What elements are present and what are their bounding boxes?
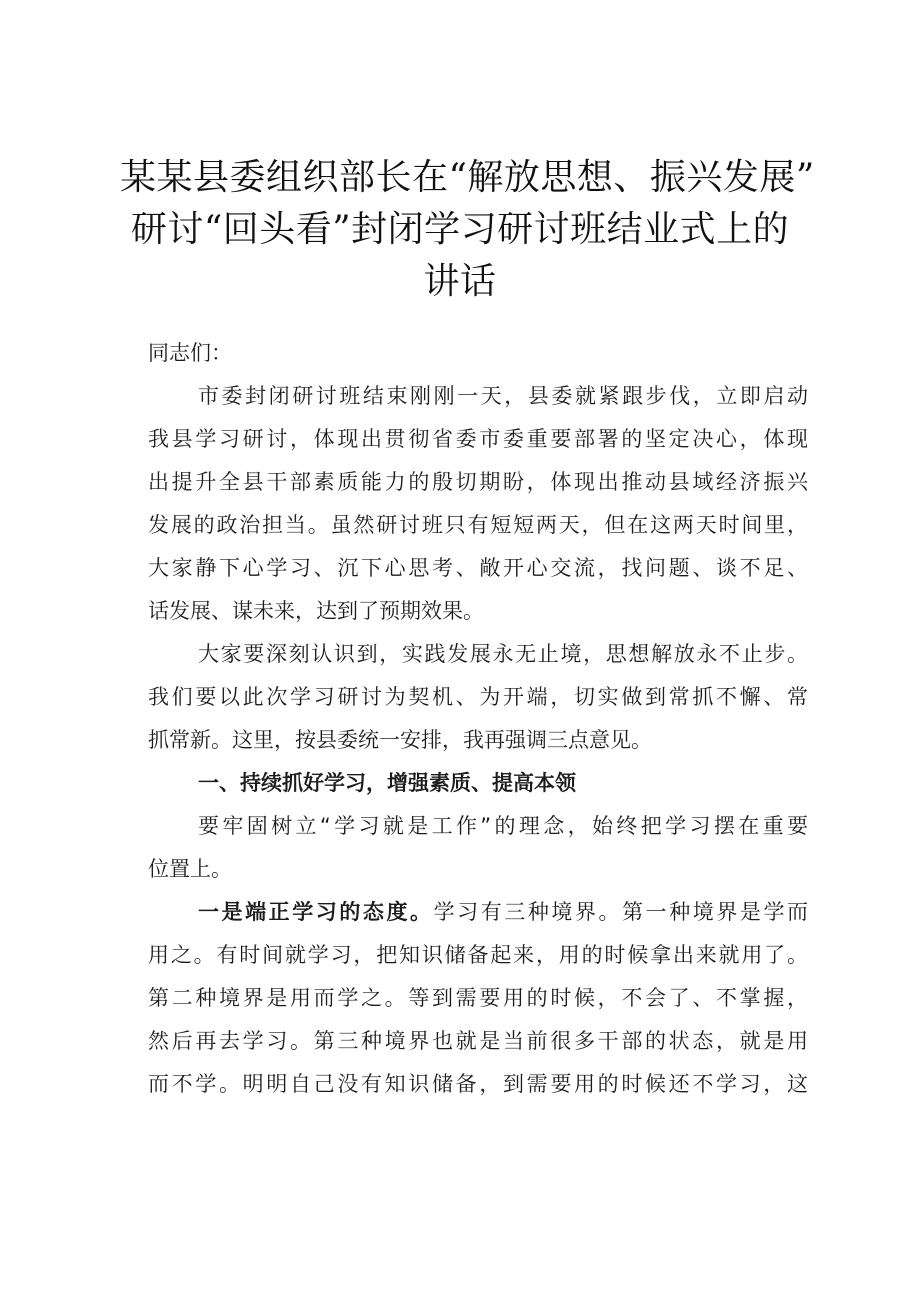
paragraph-line: 用之。有时间就学习，把知识储备起来，用的时候拿出来就用了。 <box>148 943 808 967</box>
paragraph-line: 要牢固树立“学习就是工作”的理念，始终把学习摆在重要 <box>198 814 808 838</box>
title-line-1: 某某县委组织部长在“解放思想、振兴发展” <box>120 157 815 198</box>
paragraph-lead: 一是端正学习的态度。 <box>198 900 434 924</box>
title-line-3: 讲话 <box>423 261 497 302</box>
section-heading-1: 一、持续抓好学习，增强素质、提高本领 <box>198 771 576 795</box>
paragraph-3 <box>148 805 808 891</box>
paragraph-line: 发展的政治担当。虽然研讨班只有短短两天，但在这两天时间里， <box>148 513 808 537</box>
paragraph-line: 而不学。明明自己没有知识储备，到需要用的时候还不学习，这 <box>148 1072 808 1096</box>
paragraph-line: 我县学习研讨，体现出贯彻省委市委重要部署的坚定决心，体现 <box>148 427 808 451</box>
paragraph-line: 话发展、谋未来，达到了预期效果。 <box>148 599 484 623</box>
paragraph-line: 大家要深刻认识到，实践发展永无止境，思想解放永不止步。 <box>198 642 808 666</box>
salutation: 同志们： <box>148 341 232 365</box>
document-body <box>148 332 808 1106</box>
paragraph-line: 市委封闭研讨班结束刚刚一天，县委就紧跟步伐，立即启动 <box>198 384 808 408</box>
paragraph-line: 抓常新。这里，按县委统一安排，我再强调三点意见。 <box>148 728 652 752</box>
paragraph-line <box>148 891 808 934</box>
paragraph-4 <box>148 891 808 1106</box>
title-line-2: 研讨“回头看”封闭学习研讨班结业式上的 <box>130 209 790 250</box>
paragraph-line: 位置上。 <box>148 857 232 881</box>
paragraph-line: 第二种境界是用而学之。等到需要用的时候，不会了、不掌握， <box>148 986 808 1010</box>
document-title <box>120 152 815 308</box>
paragraph-line: 大家静下心学习、沉下心思考、敞开心交流，找问题、谈不足、 <box>148 556 808 580</box>
paragraph-1 <box>148 375 808 633</box>
paragraph-lead-rest: 学习有三种境界。第一种境界是学而 <box>433 900 808 924</box>
paragraph-line: 然后再去学习。第三种境界也就是当前很多干部的状态，就是用 <box>148 1029 808 1053</box>
paragraph-2 <box>148 633 808 762</box>
paragraph-line: 出提升全县干部素质能力的殷切期盼，体现出推动县域经济振兴 <box>148 470 808 494</box>
paragraph-line: 我们要以此次学习研讨为契机、为开端，切实做到常抓不懈、常 <box>148 685 808 709</box>
